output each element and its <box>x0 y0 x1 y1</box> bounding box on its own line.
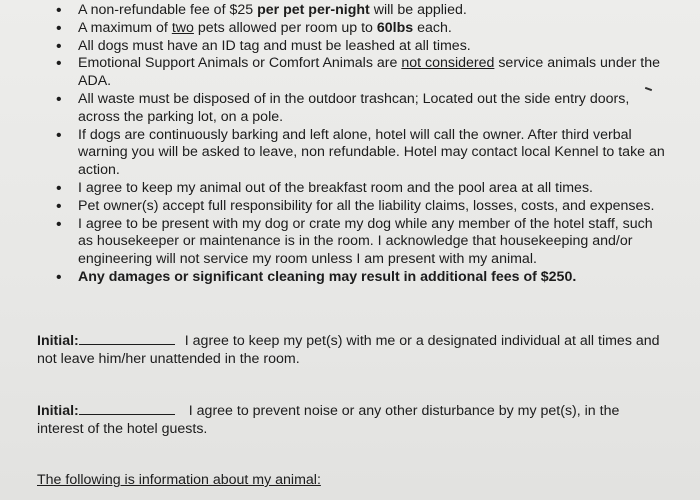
initial-line[interactable] <box>79 332 175 345</box>
policy-bold-text: Any damages or significant cleaning may result in additional fees of $250. <box>78 268 577 285</box>
policy-text: A non-refundable fee of $25 <box>78 2 258 18</box>
policy-bold-text: 60lbs <box>376 19 414 36</box>
initial-statement: I agree to keep my pet(s) with me or a designated individual at all times and not leave him/her unattended in the room. <box>37 333 660 367</box>
initial-line[interactable] <box>79 402 175 415</box>
animal-info-heading: The following is information about my animal: <box>37 472 321 488</box>
policy-item-max-pets <box>56 20 668 38</box>
policy-text: will be applied. <box>369 2 467 18</box>
policy-text: each. <box>413 19 452 36</box>
policy-text: A maximum of <box>78 19 172 36</box>
initial-block-unattended <box>37 332 667 369</box>
policy-item-barking <box>56 127 668 180</box>
policy-text: pets allowed per room up to <box>193 19 377 36</box>
policy-text: All dogs must have an ID tag and must be leashed at all times. <box>78 37 471 54</box>
policy-underlined-text: not considered <box>401 55 495 72</box>
initial-label: Initial: <box>37 403 79 419</box>
policy-underlined-text: two <box>171 19 194 36</box>
policy-item-presence <box>56 216 668 269</box>
policy-text: service animals under the ADA. <box>78 55 660 90</box>
initial-block-noise <box>37 402 667 439</box>
policy-item-waste <box>56 91 668 127</box>
policy-text: If dogs are continuously barking and left alone, hotel will call the owner. After third verbal warning you will be asked to leave, non refundable. Hotel may contact local Kennel to take an action. <box>78 126 665 179</box>
policy-text: Pet owner(s) accept full responsibility for all the liability claims, losses, costs, and expenses. <box>78 197 655 214</box>
policy-text: All waste must be disposed of in the outdoor trashcan; Located out the side entry doors, across the parking lot, on a pole. <box>78 90 630 125</box>
policy-bold-text: per pet per-night <box>257 2 370 18</box>
initial-statement: I agree to prevent noise or any other disturbance by my pet(s), in the interest of the hotel guests. <box>37 403 620 437</box>
policy-item-liability <box>56 198 668 216</box>
policy-item-id-tag <box>56 38 668 56</box>
policy-text: I agree to keep my animal out of the breakfast room and the pool area at all times. <box>78 179 593 196</box>
policy-item-damages <box>56 269 668 287</box>
pet-policy-list <box>56 2 668 287</box>
policy-text: I agree to be present with my dog or crate my dog while any member of the hotel staff, such as housekeeper or maintenance is in the room. I acknowledge that housekeeping and/or engineering will not service my room unless I am present with my animal. <box>78 215 653 268</box>
policy-item-esa <box>56 55 668 91</box>
policy-item-breakfast-pool <box>56 180 668 198</box>
initial-label: Initial: <box>37 333 79 349</box>
policy-item-fee <box>56 2 668 20</box>
policy-text: Emotional Support Animals or Comfort Animals are <box>78 55 402 72</box>
